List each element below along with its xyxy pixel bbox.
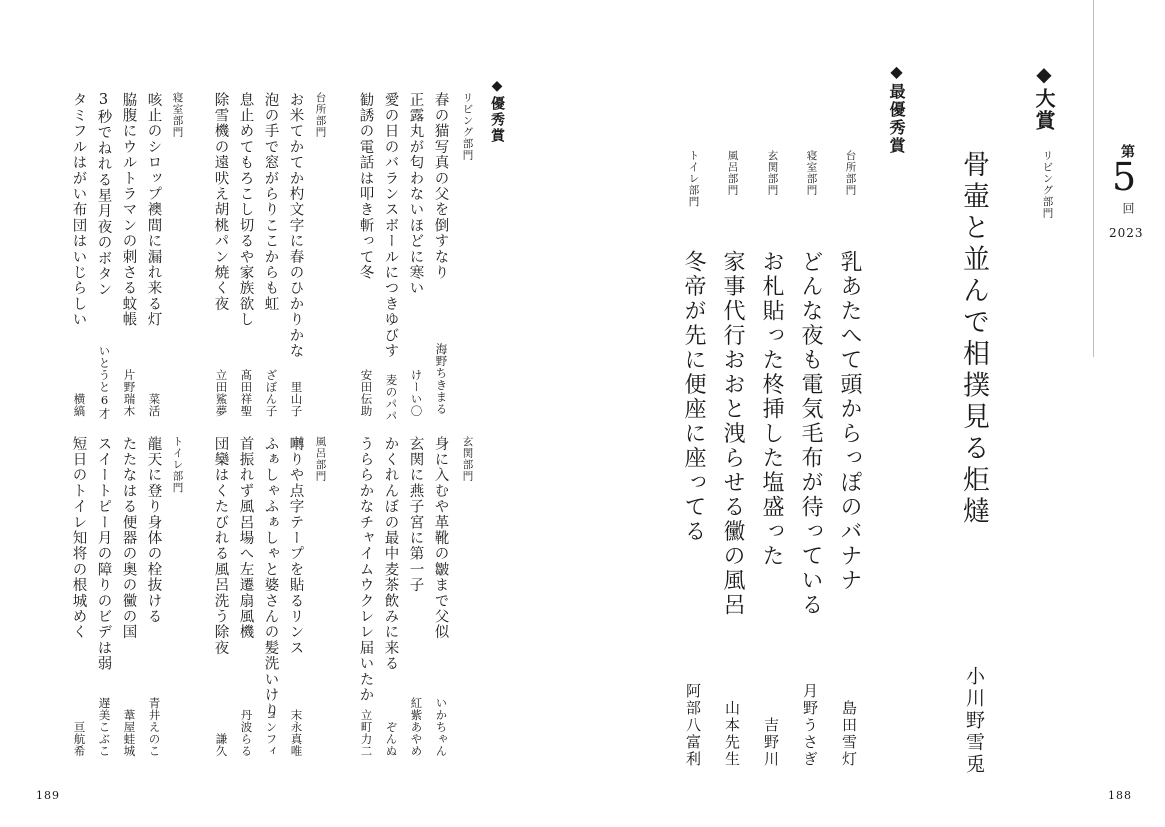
excellence-author: いとうと6才 bbox=[97, 345, 112, 420]
top-prize-haiku: 家事代行おおと洩らせる黴の風呂 bbox=[720, 250, 745, 618]
excellence-author: いかちゃん bbox=[434, 697, 449, 757]
excellence-dept: リビング部門 bbox=[461, 92, 474, 161]
excellence-author: 麦のパパ bbox=[384, 374, 399, 422]
top-prize-dept: 玄関部門 bbox=[766, 150, 779, 196]
excellence-haiku: 愛の日のバランスボールにつきゆびす bbox=[382, 92, 399, 359]
page-number-right: 188 bbox=[1108, 789, 1132, 802]
grand-prize-heading: ◆大賞 bbox=[1032, 62, 1056, 132]
excellence-dept: 玄関部門 bbox=[461, 436, 474, 482]
excellence-author: 謙久 bbox=[214, 733, 229, 757]
top-prize-author: 島田雪灯 bbox=[840, 700, 858, 768]
excellence-dept: トイレ部門 bbox=[171, 436, 184, 494]
grand-prize-dept: リビング部門 bbox=[1041, 150, 1054, 219]
edition-number: 5 bbox=[1112, 155, 1137, 199]
excellence-author: ざぼん子 bbox=[264, 369, 279, 417]
excellence-haiku: 息止めてもろこし切るや家族欲し bbox=[237, 92, 254, 328]
excellence-author: けーい〇 bbox=[409, 369, 424, 417]
top-prize-haiku: 乳あたへて頭からっぽのバナナ bbox=[837, 250, 862, 593]
top-prize-haiku: どんな夜も電気毛布が待っている bbox=[798, 250, 823, 618]
excellence-author: 海野ちきまる bbox=[434, 343, 449, 415]
excellence-author: 髙田祥聖 bbox=[239, 369, 254, 417]
excellence-author: 立田鯊夢 bbox=[214, 369, 229, 417]
excellence-haiku: 身に入むや革靴の皺まで父似 bbox=[432, 436, 449, 641]
excellence-haiku: 泡の手で窓がらりここからも虹 bbox=[262, 92, 279, 312]
excellence-author: 里山子 bbox=[289, 381, 304, 417]
top-prize-dept: 台所部門 bbox=[844, 150, 857, 196]
excellence-author: ぞんぬ bbox=[384, 721, 399, 757]
excellence-dept: 台所部門 bbox=[314, 92, 327, 138]
excellence-dept: 風呂部門 bbox=[314, 436, 327, 482]
excellence-haiku: 正露丸が匂わないほどに寒い bbox=[407, 92, 424, 297]
excellence-author: 葦屋蛙城 bbox=[122, 709, 137, 757]
excellence-haiku: 除雪機の遠吠え胡桃パン焼く夜 bbox=[212, 92, 229, 312]
excellence-author: 青井えのこ bbox=[147, 697, 162, 757]
excellence-author: 紅紫あやめ bbox=[409, 697, 424, 757]
excellence-author: 遅美こぶこ bbox=[97, 697, 112, 757]
top-prize-dept: 風呂部門 bbox=[726, 150, 739, 196]
excellence-haiku: 団欒はくたびれる風呂洗う除夜 bbox=[212, 436, 229, 656]
excellence-haiku: たたなはる便器の奥の黴の国 bbox=[120, 436, 137, 641]
excellence-author: 片野瑞木 bbox=[122, 369, 137, 417]
excellence-author: 安田伝助 bbox=[359, 369, 374, 417]
excellence-haiku: 勧誘の電話は叩き斬って冬 bbox=[357, 92, 374, 281]
top-prize-author: 月野うさぎ bbox=[801, 683, 819, 768]
grand-prize-haiku: 骨壷と並んで相撲見る炬燵 bbox=[958, 150, 989, 528]
excellence-haiku: うららかなチャイムウクレレ届いたか bbox=[357, 436, 374, 703]
excellence-haiku: ふぁしゃふぁしゃと婆さんの髪洗いけり bbox=[262, 436, 279, 719]
excellence-haiku: 咳止のシロップ襖間に漏れ来る灯 bbox=[145, 92, 162, 328]
grand-prize-author: 小川野雪兎 bbox=[963, 666, 985, 776]
top-prize-dept: 寝室部門 bbox=[805, 150, 818, 196]
top-prize-author: 阿部八富利 bbox=[684, 683, 702, 768]
excellence-haiku: 短日のトイレ知将の根城めく bbox=[70, 436, 87, 641]
excellence-haiku: 首振れず風呂場へ左遷扇風機 bbox=[237, 436, 254, 641]
page-number-left: 189 bbox=[36, 789, 60, 802]
excellence-haiku: 玄関に燕子宮に第一子 bbox=[407, 436, 424, 593]
header-rule bbox=[1093, 0, 1094, 357]
excellence-haiku: 春の猫写真の父を倒すなり bbox=[432, 92, 449, 281]
top-prize-author: 山本先生 bbox=[723, 700, 741, 768]
excellence-haiku: 脇腹にウルトラマンの刺さる蚊帳 bbox=[120, 92, 137, 328]
excellence-author: コンフィ bbox=[264, 709, 279, 757]
excellence-dept: 寝室部門 bbox=[171, 92, 184, 138]
excellence-haiku: 龍天に登り身体の栓抜ける bbox=[145, 436, 162, 625]
excellence-author: 末永真唯 bbox=[289, 709, 304, 757]
edition-kai: 回 bbox=[1121, 202, 1135, 214]
excellence-author: 立町力二 bbox=[359, 709, 374, 757]
top-prize-haiku: お札貼った柊挿した塩盛った bbox=[759, 250, 784, 569]
top-prize-dept: トイレ部門 bbox=[687, 150, 700, 208]
top-prize-heading: ◆最優秀賞 bbox=[887, 62, 906, 155]
excellence-haiku: 囀りや点字テープを貼るリンス bbox=[287, 436, 304, 656]
excellence-author: 丹波らる bbox=[239, 709, 254, 757]
excellence-haiku: かくれんぼの最中麦茶飲みに来る bbox=[382, 436, 399, 672]
edition-dai: 第 bbox=[1119, 144, 1135, 158]
top-prize-author: 吉野川 bbox=[762, 717, 780, 768]
top-prize-haiku: 冬帝が先に便座に座ってる bbox=[681, 250, 706, 544]
excellence-heading: ◆優秀賞 bbox=[489, 78, 505, 144]
excellence-author: 横縞 bbox=[72, 393, 87, 417]
excellence-haiku: 3秒でねれる星月夜のボタン bbox=[95, 92, 112, 298]
excellence-haiku: スイートピー月の障りのビデは弱 bbox=[95, 436, 112, 672]
excellence-author: 亘航希 bbox=[72, 721, 87, 757]
excellence-author: 菜活 bbox=[147, 393, 162, 417]
excellence-haiku: お米てかてか杓文字に春のひかりかな bbox=[287, 92, 304, 359]
excellence-haiku: タミフルはがい布団はいじらしい bbox=[70, 92, 87, 328]
edition-year: 2023 bbox=[1109, 226, 1144, 240]
